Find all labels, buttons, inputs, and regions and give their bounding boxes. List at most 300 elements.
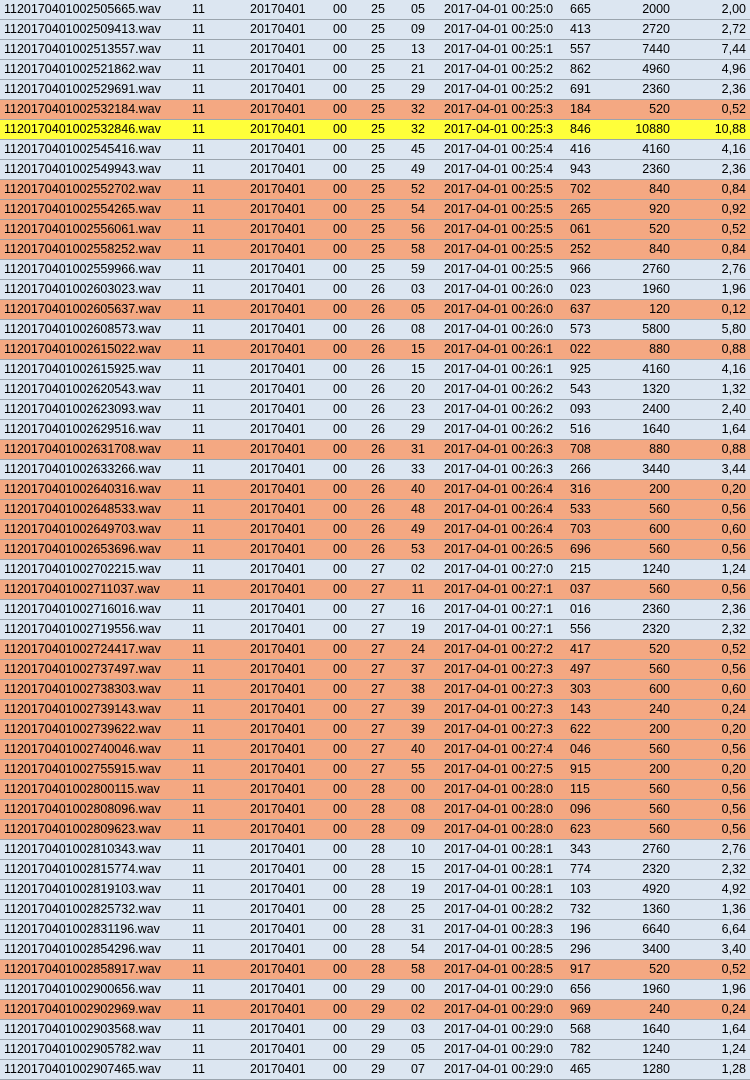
filename-cell[interactable]: 1120170401002549943.wav: [0, 160, 186, 180]
table-row[interactable]: [0, 40, 750, 60]
minute-cell[interactable]: 27: [358, 720, 398, 740]
channel-cell[interactable]: 11: [186, 540, 242, 560]
filename-cell[interactable]: 1120170401002615925.wav: [0, 360, 186, 380]
minute-cell[interactable]: 26: [358, 320, 398, 340]
scaled-value-cell[interactable]: 0,92: [678, 200, 750, 220]
date-cell[interactable]: 20170401: [242, 980, 322, 1000]
second-cell[interactable]: 45: [398, 140, 438, 160]
value-cell[interactable]: 1640: [606, 420, 678, 440]
minute-cell[interactable]: 26: [358, 340, 398, 360]
scaled-value-cell[interactable]: 1,64: [678, 1020, 750, 1040]
hour-cell[interactable]: 00: [322, 840, 358, 860]
value-cell[interactable]: 240: [606, 700, 678, 720]
channel-cell[interactable]: 11: [186, 720, 242, 740]
hour-cell[interactable]: 00: [322, 100, 358, 120]
value-cell[interactable]: 1960: [606, 280, 678, 300]
value-cell[interactable]: 1280: [606, 1060, 678, 1080]
filename-cell[interactable]: 1120170401002815774.wav: [0, 860, 186, 880]
millisecond-cell[interactable]: 022: [568, 340, 606, 360]
table-row[interactable]: [0, 500, 750, 520]
minute-cell[interactable]: 25: [358, 100, 398, 120]
channel-cell[interactable]: 11: [186, 600, 242, 620]
minute-cell[interactable]: 29: [358, 1000, 398, 1020]
table-row[interactable]: [0, 680, 750, 700]
channel-cell[interactable]: 11: [186, 960, 242, 980]
hour-cell[interactable]: 00: [322, 800, 358, 820]
hour-cell[interactable]: 00: [322, 440, 358, 460]
date-cell[interactable]: 20170401: [242, 700, 322, 720]
date-cell[interactable]: 20170401: [242, 280, 322, 300]
date-cell[interactable]: 20170401: [242, 400, 322, 420]
timestamp-cell[interactable]: 2017-04-01 00:28:5: [438, 940, 568, 960]
millisecond-cell[interactable]: 917: [568, 960, 606, 980]
value-cell[interactable]: 2760: [606, 260, 678, 280]
scaled-value-cell[interactable]: 0,20: [678, 760, 750, 780]
table-row[interactable]: [0, 900, 750, 920]
table-row[interactable]: [0, 480, 750, 500]
filename-cell[interactable]: 1120170401002509413.wav: [0, 20, 186, 40]
hour-cell[interactable]: 00: [322, 300, 358, 320]
hour-cell[interactable]: 00: [322, 320, 358, 340]
value-cell[interactable]: 2400: [606, 400, 678, 420]
timestamp-cell[interactable]: 2017-04-01 00:25:5: [438, 220, 568, 240]
hour-cell[interactable]: 00: [322, 400, 358, 420]
value-cell[interactable]: 2360: [606, 160, 678, 180]
second-cell[interactable]: 15: [398, 340, 438, 360]
table-row[interactable]: [0, 540, 750, 560]
date-cell[interactable]: 20170401: [242, 740, 322, 760]
timestamp-cell[interactable]: 2017-04-01 00:25:5: [438, 260, 568, 280]
date-cell[interactable]: 20170401: [242, 840, 322, 860]
second-cell[interactable]: 58: [398, 960, 438, 980]
channel-cell[interactable]: 11: [186, 880, 242, 900]
filename-cell[interactable]: 1120170401002633266.wav: [0, 460, 186, 480]
millisecond-cell[interactable]: 265: [568, 200, 606, 220]
second-cell[interactable]: 32: [398, 100, 438, 120]
table-row[interactable]: [0, 560, 750, 580]
channel-cell[interactable]: 11: [186, 140, 242, 160]
date-cell[interactable]: 20170401: [242, 120, 322, 140]
millisecond-cell[interactable]: 303: [568, 680, 606, 700]
minute-cell[interactable]: 28: [358, 900, 398, 920]
table-row[interactable]: [0, 140, 750, 160]
timestamp-cell[interactable]: 2017-04-01 00:27:1: [438, 580, 568, 600]
value-cell[interactable]: 560: [606, 820, 678, 840]
date-cell[interactable]: 20170401: [242, 780, 322, 800]
millisecond-cell[interactable]: 252: [568, 240, 606, 260]
scaled-value-cell[interactable]: 0,24: [678, 1000, 750, 1020]
timestamp-cell[interactable]: 2017-04-01 00:29:0: [438, 1060, 568, 1080]
filename-cell[interactable]: 1120170401002719556.wav: [0, 620, 186, 640]
second-cell[interactable]: 15: [398, 360, 438, 380]
value-cell[interactable]: 1640: [606, 1020, 678, 1040]
scaled-value-cell[interactable]: 0,52: [678, 640, 750, 660]
hour-cell[interactable]: 00: [322, 1000, 358, 1020]
table-row[interactable]: [0, 960, 750, 980]
minute-cell[interactable]: 27: [358, 600, 398, 620]
timestamp-cell[interactable]: 2017-04-01 00:27:3: [438, 720, 568, 740]
minute-cell[interactable]: 28: [358, 940, 398, 960]
channel-cell[interactable]: 11: [186, 700, 242, 720]
scaled-value-cell[interactable]: 0,56: [678, 780, 750, 800]
value-cell[interactable]: 1320: [606, 380, 678, 400]
hour-cell[interactable]: 00: [322, 140, 358, 160]
second-cell[interactable]: 24: [398, 640, 438, 660]
millisecond-cell[interactable]: 215: [568, 560, 606, 580]
value-cell[interactable]: 5800: [606, 320, 678, 340]
timestamp-cell[interactable]: 2017-04-01 00:29:0: [438, 1040, 568, 1060]
timestamp-cell[interactable]: 2017-04-01 00:26:2: [438, 380, 568, 400]
value-cell[interactable]: 1240: [606, 560, 678, 580]
channel-cell[interactable]: 11: [186, 380, 242, 400]
table-row[interactable]: [0, 840, 750, 860]
hour-cell[interactable]: 00: [322, 640, 358, 660]
millisecond-cell[interactable]: 103: [568, 880, 606, 900]
filename-cell[interactable]: 1120170401002738303.wav: [0, 680, 186, 700]
filename-cell[interactable]: 1120170401002907465.wav: [0, 1060, 186, 1080]
table-row[interactable]: [0, 0, 750, 20]
channel-cell[interactable]: 11: [186, 400, 242, 420]
date-cell[interactable]: 20170401: [242, 560, 322, 580]
scaled-value-cell[interactable]: 0,20: [678, 480, 750, 500]
value-cell[interactable]: 560: [606, 740, 678, 760]
hour-cell[interactable]: 00: [322, 1060, 358, 1080]
channel-cell[interactable]: 11: [186, 520, 242, 540]
scaled-value-cell[interactable]: 4,92: [678, 880, 750, 900]
channel-cell[interactable]: 11: [186, 640, 242, 660]
table-row[interactable]: [0, 740, 750, 760]
channel-cell[interactable]: 11: [186, 580, 242, 600]
channel-cell[interactable]: 11: [186, 60, 242, 80]
millisecond-cell[interactable]: 093: [568, 400, 606, 420]
channel-cell[interactable]: 11: [186, 220, 242, 240]
value-cell[interactable]: 560: [606, 780, 678, 800]
value-cell[interactable]: 3440: [606, 460, 678, 480]
minute-cell[interactable]: 27: [358, 640, 398, 660]
timestamp-cell[interactable]: 2017-04-01 00:25:0: [438, 20, 568, 40]
minute-cell[interactable]: 26: [358, 520, 398, 540]
channel-cell[interactable]: 11: [186, 280, 242, 300]
table-row[interactable]: [0, 720, 750, 740]
date-cell[interactable]: 20170401: [242, 660, 322, 680]
table-row[interactable]: [0, 160, 750, 180]
second-cell[interactable]: 54: [398, 200, 438, 220]
date-cell[interactable]: 20170401: [242, 240, 322, 260]
scaled-value-cell[interactable]: 0,84: [678, 240, 750, 260]
millisecond-cell[interactable]: 622: [568, 720, 606, 740]
date-cell[interactable]: 20170401: [242, 680, 322, 700]
minute-cell[interactable]: 27: [358, 580, 398, 600]
minute-cell[interactable]: 25: [358, 40, 398, 60]
minute-cell[interactable]: 25: [358, 220, 398, 240]
minute-cell[interactable]: 25: [358, 20, 398, 40]
millisecond-cell[interactable]: 316: [568, 480, 606, 500]
date-cell[interactable]: 20170401: [242, 440, 322, 460]
hour-cell[interactable]: 00: [322, 980, 358, 1000]
hour-cell[interactable]: 00: [322, 340, 358, 360]
date-cell[interactable]: 20170401: [242, 140, 322, 160]
channel-cell[interactable]: 11: [186, 900, 242, 920]
date-cell[interactable]: 20170401: [242, 820, 322, 840]
millisecond-cell[interactable]: 115: [568, 780, 606, 800]
channel-cell[interactable]: 11: [186, 560, 242, 580]
second-cell[interactable]: 03: [398, 280, 438, 300]
hour-cell[interactable]: 00: [322, 1040, 358, 1060]
table-row[interactable]: [0, 380, 750, 400]
second-cell[interactable]: 33: [398, 460, 438, 480]
table-row[interactable]: [0, 400, 750, 420]
filename-cell[interactable]: 1120170401002739143.wav: [0, 700, 186, 720]
minute-cell[interactable]: 26: [358, 380, 398, 400]
filename-cell[interactable]: 1120170401002905782.wav: [0, 1040, 186, 1060]
second-cell[interactable]: 29: [398, 420, 438, 440]
millisecond-cell[interactable]: 925: [568, 360, 606, 380]
minute-cell[interactable]: 25: [358, 80, 398, 100]
millisecond-cell[interactable]: 557: [568, 40, 606, 60]
second-cell[interactable]: 02: [398, 560, 438, 580]
millisecond-cell[interactable]: 497: [568, 660, 606, 680]
millisecond-cell[interactable]: 023: [568, 280, 606, 300]
millisecond-cell[interactable]: 623: [568, 820, 606, 840]
scaled-value-cell[interactable]: 1,96: [678, 280, 750, 300]
scaled-value-cell[interactable]: 3,40: [678, 940, 750, 960]
millisecond-cell[interactable]: 465: [568, 1060, 606, 1080]
value-cell[interactable]: 3400: [606, 940, 678, 960]
scaled-value-cell[interactable]: 2,76: [678, 260, 750, 280]
timestamp-cell[interactable]: 2017-04-01 00:25:3: [438, 100, 568, 120]
millisecond-cell[interactable]: 266: [568, 460, 606, 480]
second-cell[interactable]: 49: [398, 520, 438, 540]
hour-cell[interactable]: 00: [322, 780, 358, 800]
second-cell[interactable]: 48: [398, 500, 438, 520]
second-cell[interactable]: 29: [398, 80, 438, 100]
hour-cell[interactable]: 00: [322, 960, 358, 980]
table-row[interactable]: [0, 180, 750, 200]
filename-cell[interactable]: 1120170401002648533.wav: [0, 500, 186, 520]
date-cell[interactable]: 20170401: [242, 220, 322, 240]
value-cell[interactable]: 840: [606, 180, 678, 200]
timestamp-cell[interactable]: 2017-04-01 00:26:4: [438, 480, 568, 500]
table-row[interactable]: [0, 420, 750, 440]
filename-cell[interactable]: 1120170401002513557.wav: [0, 40, 186, 60]
minute-cell[interactable]: 27: [358, 660, 398, 680]
timestamp-cell[interactable]: 2017-04-01 00:25:3: [438, 120, 568, 140]
timestamp-cell[interactable]: 2017-04-01 00:28:2: [438, 900, 568, 920]
timestamp-cell[interactable]: 2017-04-01 00:26:2: [438, 400, 568, 420]
scaled-value-cell[interactable]: 2,00: [678, 0, 750, 20]
table-row[interactable]: [0, 580, 750, 600]
hour-cell[interactable]: 00: [322, 680, 358, 700]
table-row[interactable]: [0, 280, 750, 300]
channel-cell[interactable]: 11: [186, 680, 242, 700]
scaled-value-cell[interactable]: 0,60: [678, 680, 750, 700]
value-cell[interactable]: 920: [606, 200, 678, 220]
timestamp-cell[interactable]: 2017-04-01 00:28:0: [438, 800, 568, 820]
millisecond-cell[interactable]: 296: [568, 940, 606, 960]
date-cell[interactable]: 20170401: [242, 900, 322, 920]
second-cell[interactable]: 00: [398, 780, 438, 800]
timestamp-cell[interactable]: 2017-04-01 00:26:3: [438, 460, 568, 480]
hour-cell[interactable]: 00: [322, 820, 358, 840]
date-cell[interactable]: 20170401: [242, 880, 322, 900]
filename-cell[interactable]: 1120170401002615022.wav: [0, 340, 186, 360]
second-cell[interactable]: 56: [398, 220, 438, 240]
minute-cell[interactable]: 26: [358, 300, 398, 320]
millisecond-cell[interactable]: 184: [568, 100, 606, 120]
minute-cell[interactable]: 26: [358, 360, 398, 380]
second-cell[interactable]: 59: [398, 260, 438, 280]
table-row[interactable]: [0, 300, 750, 320]
filename-cell[interactable]: 1120170401002831196.wav: [0, 920, 186, 940]
table-row[interactable]: [0, 920, 750, 940]
channel-cell[interactable]: 11: [186, 320, 242, 340]
filename-cell[interactable]: 1120170401002825732.wav: [0, 900, 186, 920]
timestamp-cell[interactable]: 2017-04-01 00:25:4: [438, 140, 568, 160]
timestamp-cell[interactable]: 2017-04-01 00:28:1: [438, 860, 568, 880]
second-cell[interactable]: 20: [398, 380, 438, 400]
second-cell[interactable]: 55: [398, 760, 438, 780]
table-row[interactable]: [0, 200, 750, 220]
date-cell[interactable]: 20170401: [242, 940, 322, 960]
second-cell[interactable]: 09: [398, 20, 438, 40]
minute-cell[interactable]: 28: [358, 960, 398, 980]
filename-cell[interactable]: 1120170401002629516.wav: [0, 420, 186, 440]
millisecond-cell[interactable]: 533: [568, 500, 606, 520]
hour-cell[interactable]: 00: [322, 0, 358, 20]
second-cell[interactable]: 09: [398, 820, 438, 840]
timestamp-cell[interactable]: 2017-04-01 00:26:5: [438, 540, 568, 560]
filename-cell[interactable]: 1120170401002605637.wav: [0, 300, 186, 320]
scaled-value-cell[interactable]: 4,16: [678, 360, 750, 380]
scaled-value-cell[interactable]: 0,56: [678, 800, 750, 820]
timestamp-cell[interactable]: 2017-04-01 00:26:4: [438, 500, 568, 520]
date-cell[interactable]: 20170401: [242, 920, 322, 940]
scaled-value-cell[interactable]: 2,76: [678, 840, 750, 860]
table-row[interactable]: [0, 820, 750, 840]
channel-cell[interactable]: 11: [186, 1060, 242, 1080]
minute-cell[interactable]: 27: [358, 560, 398, 580]
millisecond-cell[interactable]: 696: [568, 540, 606, 560]
timestamp-cell[interactable]: 2017-04-01 00:29:0: [438, 1000, 568, 1020]
filename-cell[interactable]: 1120170401002810343.wav: [0, 840, 186, 860]
filename-cell[interactable]: 1120170401002558252.wav: [0, 240, 186, 260]
channel-cell[interactable]: 11: [186, 860, 242, 880]
second-cell[interactable]: 58: [398, 240, 438, 260]
timestamp-cell[interactable]: 2017-04-01 00:25:4: [438, 160, 568, 180]
filename-cell[interactable]: 1120170401002603023.wav: [0, 280, 186, 300]
scaled-value-cell[interactable]: 3,44: [678, 460, 750, 480]
table-row[interactable]: [0, 1040, 750, 1060]
minute-cell[interactable]: 28: [358, 880, 398, 900]
minute-cell[interactable]: 27: [358, 620, 398, 640]
hour-cell[interactable]: 00: [322, 80, 358, 100]
second-cell[interactable]: 21: [398, 60, 438, 80]
filename-cell[interactable]: 1120170401002532184.wav: [0, 100, 186, 120]
second-cell[interactable]: 08: [398, 320, 438, 340]
table-row[interactable]: [0, 1000, 750, 1020]
second-cell[interactable]: 54: [398, 940, 438, 960]
date-cell[interactable]: 20170401: [242, 100, 322, 120]
timestamp-cell[interactable]: 2017-04-01 00:28:1: [438, 880, 568, 900]
timestamp-cell[interactable]: 2017-04-01 00:27:1: [438, 600, 568, 620]
hour-cell[interactable]: 00: [322, 380, 358, 400]
table-row[interactable]: [0, 760, 750, 780]
value-cell[interactable]: 600: [606, 520, 678, 540]
scaled-value-cell[interactable]: 0,60: [678, 520, 750, 540]
table-row[interactable]: [0, 600, 750, 620]
timestamp-cell[interactable]: 2017-04-01 00:29:0: [438, 1020, 568, 1040]
hour-cell[interactable]: 00: [322, 620, 358, 640]
value-cell[interactable]: 2000: [606, 0, 678, 20]
table-row[interactable]: [0, 700, 750, 720]
channel-cell[interactable]: 11: [186, 420, 242, 440]
timestamp-cell[interactable]: 2017-04-01 00:25:5: [438, 180, 568, 200]
hour-cell[interactable]: 00: [322, 760, 358, 780]
timestamp-cell[interactable]: 2017-04-01 00:28:0: [438, 820, 568, 840]
filename-cell[interactable]: 1120170401002702215.wav: [0, 560, 186, 580]
channel-cell[interactable]: 11: [186, 440, 242, 460]
channel-cell[interactable]: 11: [186, 20, 242, 40]
value-cell[interactable]: 560: [606, 540, 678, 560]
minute-cell[interactable]: 25: [358, 140, 398, 160]
millisecond-cell[interactable]: 343: [568, 840, 606, 860]
timestamp-cell[interactable]: 2017-04-01 00:25:5: [438, 200, 568, 220]
hour-cell[interactable]: 00: [322, 460, 358, 480]
filename-cell[interactable]: 1120170401002532846.wav: [0, 120, 186, 140]
table-row[interactable]: [0, 1020, 750, 1040]
scaled-value-cell[interactable]: 1,64: [678, 420, 750, 440]
timestamp-cell[interactable]: 2017-04-01 00:25:2: [438, 60, 568, 80]
date-cell[interactable]: 20170401: [242, 260, 322, 280]
filename-cell[interactable]: 1120170401002809623.wav: [0, 820, 186, 840]
millisecond-cell[interactable]: 656: [568, 980, 606, 1000]
filename-cell[interactable]: 1120170401002716016.wav: [0, 600, 186, 620]
filename-cell[interactable]: 1120170401002559966.wav: [0, 260, 186, 280]
table-row[interactable]: [0, 360, 750, 380]
date-cell[interactable]: 20170401: [242, 1000, 322, 1020]
scaled-value-cell[interactable]: 5,80: [678, 320, 750, 340]
table-row[interactable]: [0, 120, 750, 140]
second-cell[interactable]: 32: [398, 120, 438, 140]
filename-cell[interactable]: 1120170401002819103.wav: [0, 880, 186, 900]
date-cell[interactable]: 20170401: [242, 640, 322, 660]
table-row[interactable]: [0, 340, 750, 360]
date-cell[interactable]: 20170401: [242, 0, 322, 20]
timestamp-cell[interactable]: 2017-04-01 00:26:2: [438, 420, 568, 440]
value-cell[interactable]: 520: [606, 640, 678, 660]
date-cell[interactable]: 20170401: [242, 520, 322, 540]
minute-cell[interactable]: 25: [358, 200, 398, 220]
minute-cell[interactable]: 27: [358, 740, 398, 760]
second-cell[interactable]: 23: [398, 400, 438, 420]
second-cell[interactable]: 49: [398, 160, 438, 180]
table-row[interactable]: [0, 780, 750, 800]
value-cell[interactable]: 560: [606, 660, 678, 680]
millisecond-cell[interactable]: 143: [568, 700, 606, 720]
value-cell[interactable]: 600: [606, 680, 678, 700]
scaled-value-cell[interactable]: 0,56: [678, 500, 750, 520]
hour-cell[interactable]: 00: [322, 660, 358, 680]
hour-cell[interactable]: 00: [322, 420, 358, 440]
value-cell[interactable]: 120: [606, 300, 678, 320]
scaled-value-cell[interactable]: 2,32: [678, 860, 750, 880]
hour-cell[interactable]: 00: [322, 280, 358, 300]
channel-cell[interactable]: 11: [186, 260, 242, 280]
channel-cell[interactable]: 11: [186, 300, 242, 320]
value-cell[interactable]: 200: [606, 760, 678, 780]
table-row[interactable]: [0, 80, 750, 100]
timestamp-cell[interactable]: 2017-04-01 00:28:5: [438, 960, 568, 980]
